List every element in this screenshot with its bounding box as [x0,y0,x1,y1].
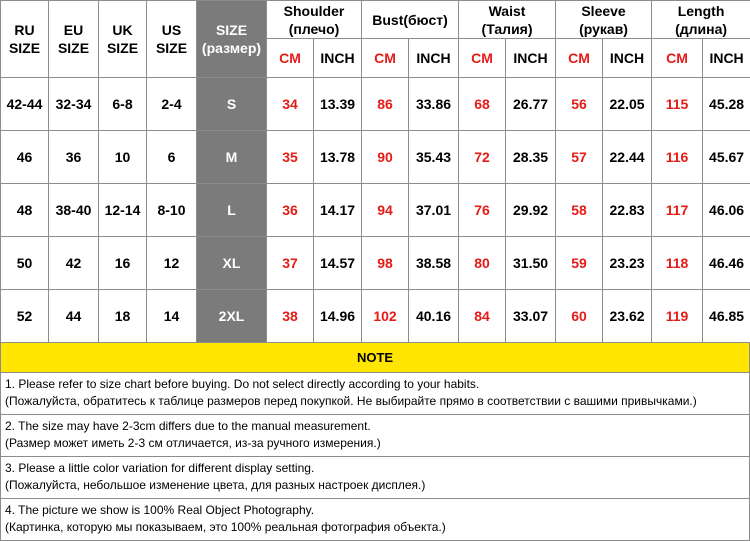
shoulder-cm-cell: 36 [267,184,314,237]
table-row [1,184,750,237]
note-text-en: 2. The size may have 2-3cm differs due to the manual measurement. [5,419,371,433]
uk-size-cell: 10 [99,131,147,184]
waist-inch-cell: 31.50 [506,237,556,290]
waist-cm-cell: 72 [459,131,506,184]
size-label-cell: S [197,78,267,131]
note-text-en: 1. Please refer to size chart before buying. Do not select directly according to your habits. [5,377,480,391]
header-us-size: US SIZE [147,1,197,78]
header-size: SIZE (размер) [197,1,267,78]
length-cm-cell: 119 [652,290,703,343]
header-shoulder: Shoulder (плечо) [267,1,362,39]
ru-size-cell: 46 [1,131,49,184]
sleeve-cm-cell: 59 [556,237,603,290]
bust-inch-cell: 35.43 [409,131,459,184]
waist-inch-cell: 26.77 [506,78,556,131]
uk-size-cell: 18 [99,290,147,343]
unit-inch: INCH [506,39,556,78]
length-inch-cell: 45.67 [703,131,750,184]
length-cm-cell: 115 [652,78,703,131]
size-label-cell: XL [197,237,267,290]
note-title-bar [0,343,750,373]
shoulder-inch-cell: 14.17 [314,184,362,237]
header-uk-size: UK SIZE [99,1,147,78]
bust-inch-cell: 33.86 [409,78,459,131]
bust-inch-cell: 37.01 [409,184,459,237]
shoulder-cm-cell: 38 [267,290,314,343]
note-title: NOTE [356,350,394,365]
shoulder-inch-cell: 14.96 [314,290,362,343]
bust-inch-cell: 40.16 [409,290,459,343]
waist-inch-cell: 33.07 [506,290,556,343]
eu-size-cell: 38-40 [49,184,99,237]
length-inch-cell: 46.46 [703,237,750,290]
sleeve-cm-cell: 58 [556,184,603,237]
unit-inch: INCH [314,39,362,78]
us-size-cell: 2-4 [147,78,197,131]
unit-inch: INCH [703,39,750,78]
bust-cm-cell: 98 [362,237,409,290]
waist-cm-cell: 84 [459,290,506,343]
size-label-cell: M [197,131,267,184]
note-text-en: 4. The picture we show is 100% Real Object Photography. [5,503,315,517]
length-inch-cell: 46.06 [703,184,750,237]
unit-cm: CM [556,39,603,78]
ru-size-cell: 52 [1,290,49,343]
uk-size-cell: 6-8 [99,78,147,131]
note-item [1,457,749,499]
waist-inch-cell: 29.92 [506,184,556,237]
length-cm-cell: 118 [652,237,703,290]
ru-size-cell: 48 [1,184,49,237]
shoulder-cm-cell: 35 [267,131,314,184]
shoulder-cm-cell: 34 [267,78,314,131]
table-row [1,237,750,290]
note-item [1,499,749,541]
note-text-ru: (Пожалуйста, небольшое изменение цвета, для разных настроек дисплея.) [5,478,426,492]
header-length: Length (длина) [652,1,750,39]
sleeve-inch-cell: 23.62 [603,290,652,343]
bust-inch-cell: 38.58 [409,237,459,290]
bust-cm-cell: 94 [362,184,409,237]
length-inch-cell: 45.28 [703,78,750,131]
bust-cm-cell: 90 [362,131,409,184]
size-label-cell: 2XL [197,290,267,343]
bust-cm-cell: 86 [362,78,409,131]
header-sleeve: Sleeve (рукав) [556,1,652,39]
waist-inch-cell: 28.35 [506,131,556,184]
sleeve-cm-cell: 60 [556,290,603,343]
unit-inch: INCH [409,39,459,78]
sleeve-inch-cell: 22.05 [603,78,652,131]
note-text-ru: (Размер может иметь 2-3 см отличается, из-за ручного измерения.) [5,436,381,450]
header-ru-size: RU SIZE [1,1,49,78]
us-size-cell: 8-10 [147,184,197,237]
us-size-cell: 6 [147,131,197,184]
header-eu-size: EU SIZE [49,1,99,78]
header-waist: Waist (Талия) [459,1,556,39]
ru-size-cell: 42-44 [1,78,49,131]
unit-cm: CM [267,39,314,78]
eu-size-cell: 42 [49,237,99,290]
length-cm-cell: 116 [652,131,703,184]
ru-size-cell: 50 [1,237,49,290]
size-rows [1,78,750,343]
waist-cm-cell: 80 [459,237,506,290]
eu-size-cell: 36 [49,131,99,184]
us-size-cell: 14 [147,290,197,343]
sleeve-inch-cell: 22.44 [603,131,652,184]
note-text-ru: (Пожалуйста, обратитесь к таблице размеров перед покупкой. Не выбирайте прямо в соответствии с вашими привычками.) [5,394,697,408]
unit-cm: CM [652,39,703,78]
eu-size-cell: 32-34 [49,78,99,131]
uk-size-cell: 16 [99,237,147,290]
shoulder-cm-cell: 37 [267,237,314,290]
sleeve-cm-cell: 57 [556,131,603,184]
size-label-cell: L [197,184,267,237]
table-row [1,290,750,343]
bust-cm-cell: 102 [362,290,409,343]
notes-list [0,373,750,541]
unit-cm: CM [459,39,506,78]
length-cm-cell: 117 [652,184,703,237]
header-bust: Bust(бюст) [362,1,459,39]
length-inch-cell: 46.85 [703,290,750,343]
sleeve-inch-cell: 22.83 [603,184,652,237]
uk-size-cell: 12-14 [99,184,147,237]
shoulder-inch-cell: 13.78 [314,131,362,184]
shoulder-inch-cell: 14.57 [314,237,362,290]
note-item [1,415,749,457]
waist-cm-cell: 76 [459,184,506,237]
sleeve-inch-cell: 23.23 [603,237,652,290]
unit-cm: CM [362,39,409,78]
note-item [1,373,749,415]
table-row [1,131,750,184]
note-text-ru: (Картинка, которую мы показываем, это 100% реальная фотография объекта.) [5,520,446,534]
table-row [1,78,750,131]
us-size-cell: 12 [147,237,197,290]
eu-size-cell: 44 [49,290,99,343]
sleeve-cm-cell: 56 [556,78,603,131]
unit-inch: INCH [603,39,652,78]
shoulder-inch-cell: 13.39 [314,78,362,131]
note-text-en: 3. Please a little color variation for different display setting. [5,461,315,475]
waist-cm-cell: 68 [459,78,506,131]
